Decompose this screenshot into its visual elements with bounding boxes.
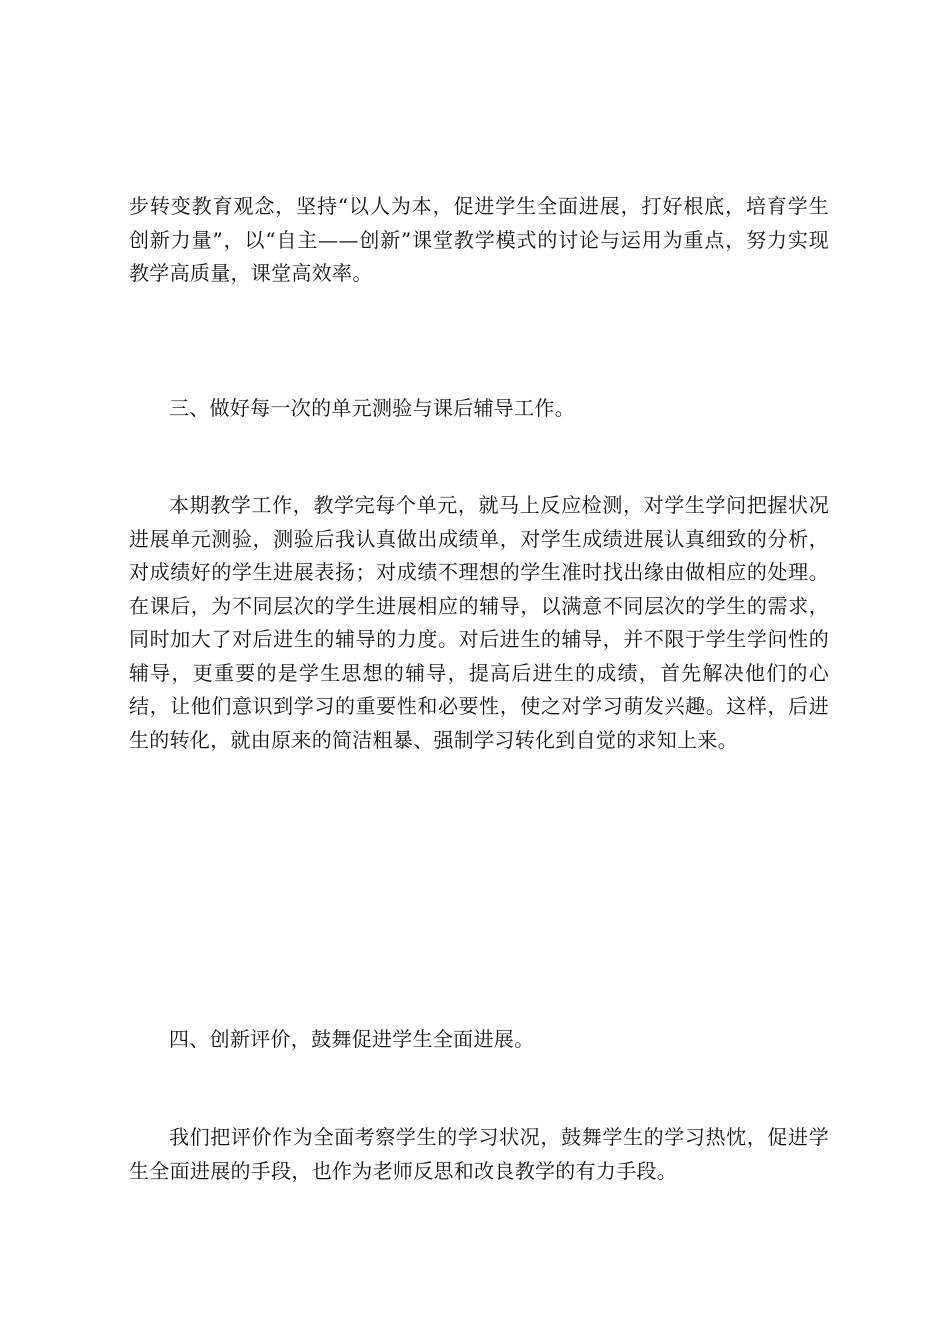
paragraph-continued: 步转变教育观念，坚持“以人为本，促进学生全面进展，打好根底，培育学生创新力量”，以“自主——创新”课堂教学模式的讨论与运用为重点，努力实现教学高质量，课堂高效率。	[129, 194, 829, 285]
section-3-body: 本期教学工作，教学完每个单元，就马上反应检测，对学生学问把握状况进展单元测验，测验后我认真做出成绩单，对学生成绩进展认真细致的分析，对成绩好的学生进展表扬；对成绩不理想的学生准时找出缘由做相应的处理。在课后，为不同层次的学生进展相应的辅导，以满意不同层次的学生的需求，同时加大了对后进生的辅导的力度。对后进生的辅导，并不限于学生学问性的辅导，更重要的是学生思想的辅导，提高后进生的成绩，首先解决他们的心结，让他们意识到学习的重要性和必要性，使之对学习萌发兴趣。这样，后进生的转化，就由原来的简洁粗暴、强制学习转化到自觉的求知上来。	[129, 493, 829, 752]
section-3-heading: 三、做好每一次的单元测验与课后辅导工作。	[169, 396, 575, 420]
section-4-heading: 四、创新评价，鼓舞促进学生全面进展。	[169, 1027, 535, 1051]
section-4-body: 我们把评价作为全面考察学生的学习状况，鼓舞学生的学习热忱，促进学生全面进展的手段，也作为老师反思和改良教学的有力手段。	[129, 1125, 829, 1183]
